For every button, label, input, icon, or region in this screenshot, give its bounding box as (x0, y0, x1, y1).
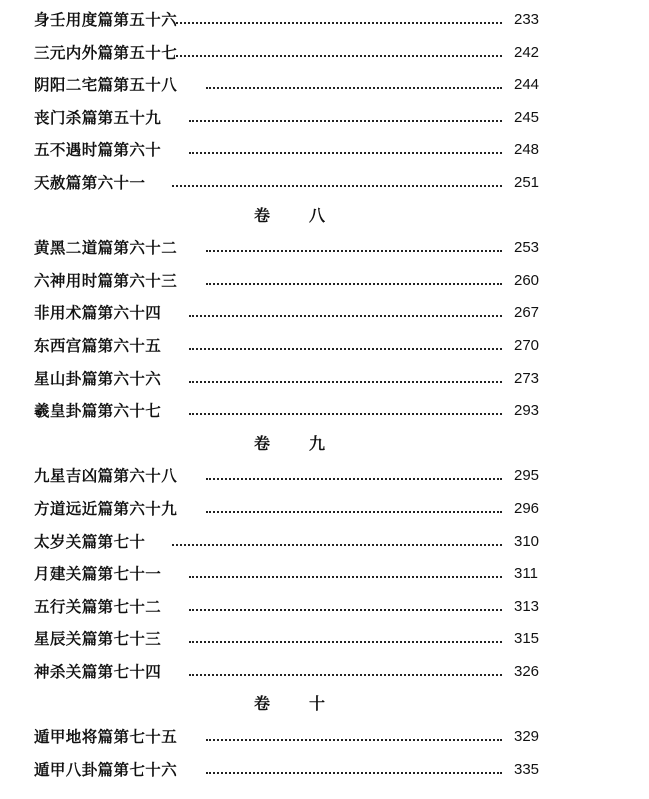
table-of-contents (0, 6, 649, 788)
toc-entry[interactable] (0, 104, 649, 137)
volume-heading-number: 十 (309, 694, 326, 714)
toc-entry[interactable] (0, 723, 649, 756)
toc-entry[interactable] (0, 169, 649, 202)
toc-entry[interactable] (0, 234, 649, 267)
toc-entry-page: 233 (514, 11, 540, 28)
toc-entry-page: 242 (514, 43, 540, 61)
toc-entry-page: 293 (514, 402, 540, 420)
toc-entry-page: 335 (514, 760, 540, 778)
toc-entry-page: 315 (514, 630, 540, 648)
volume-heading (0, 690, 649, 723)
dot-leader (172, 182, 502, 187)
toc-entry[interactable] (0, 560, 649, 593)
dot-leader (172, 541, 502, 546)
toc-entry-title: 神杀关篇第七十四 (34, 661, 162, 681)
toc-entry-page: 295 (514, 467, 540, 485)
dot-leader (189, 378, 502, 383)
dot-leader (189, 606, 502, 611)
toc-entry-title: 五不遇时篇第六十 (34, 140, 162, 160)
toc-entry[interactable] (0, 39, 649, 72)
toc-entry-page: 310 (514, 532, 540, 550)
dot-leader (189, 671, 502, 676)
dot-leader (206, 508, 502, 513)
toc-entry-page: 248 (514, 141, 540, 159)
toc-entry-page: 267 (514, 304, 540, 322)
dot-leader (189, 410, 502, 415)
dot-leader (189, 117, 502, 122)
toc-entry[interactable] (0, 136, 649, 169)
dot-leader (176, 19, 502, 24)
toc-entry-title: 星辰关篇第七十三 (34, 629, 162, 649)
toc-entry-title: 身壬用度篇第五十六 (34, 10, 178, 29)
toc-entry-title: 黄黑二道篇第六十二 (34, 238, 178, 258)
toc-entry[interactable] (0, 299, 649, 332)
toc-entry-title: 六神用时篇第六十三 (34, 270, 178, 290)
volume-heading-prefix: 卷 (254, 433, 271, 453)
toc-entry[interactable] (0, 267, 649, 300)
toc-entry-title: 月建关篇第七十一 (34, 564, 162, 584)
toc-entry[interactable] (0, 462, 649, 495)
dot-leader (206, 280, 502, 285)
dot-leader (176, 52, 502, 57)
toc-entry-page: 273 (514, 369, 540, 387)
volume-heading-number: 八 (309, 205, 326, 225)
toc-entry-title: 非用术篇第六十四 (34, 303, 162, 323)
toc-entry-page: 329 (514, 728, 540, 746)
dot-leader (206, 475, 502, 480)
toc-entry[interactable] (0, 6, 649, 39)
toc-entry[interactable] (0, 658, 649, 691)
toc-entry-page: 253 (514, 239, 540, 257)
toc-entry-page: 313 (514, 597, 540, 615)
toc-entry[interactable] (0, 625, 649, 658)
toc-entry-title: 方道远近篇第六十九 (34, 498, 178, 518)
dot-leader (206, 84, 502, 89)
toc-entry-page: 326 (514, 662, 540, 680)
dot-leader (206, 247, 502, 252)
toc-entry-title: 星山卦篇第六十六 (34, 368, 162, 388)
toc-entry-page: 245 (514, 108, 540, 126)
toc-entry-page: 251 (514, 173, 540, 191)
toc-entry-page: 244 (514, 76, 540, 94)
toc-entry[interactable] (0, 397, 649, 430)
dot-leader (189, 573, 502, 578)
dot-leader (189, 638, 502, 643)
toc-entry[interactable] (0, 71, 649, 104)
toc-entry-title: 遁甲地将篇第七十五 (34, 727, 178, 747)
toc-entry[interactable] (0, 593, 649, 626)
volume-heading (0, 430, 649, 463)
toc-entry-title: 太岁关篇第七十 (34, 531, 146, 551)
volume-heading-number: 九 (309, 433, 326, 453)
toc-entry-title: 阴阳二宅篇第五十八 (34, 75, 178, 95)
volume-heading-prefix: 卷 (254, 694, 271, 714)
toc-entry-title: 五行关篇第七十二 (34, 596, 162, 616)
toc-entry[interactable] (0, 528, 649, 561)
toc-entry[interactable] (0, 332, 649, 365)
toc-entry-title: 羲皇卦篇第六十七 (34, 401, 162, 421)
toc-entry[interactable] (0, 756, 649, 789)
dot-leader (189, 312, 502, 317)
volume-heading-prefix: 卷 (254, 205, 271, 225)
toc-entry-title: 九星吉凶篇第六十八 (34, 466, 178, 486)
toc-entry-title: 天赦篇第六十一 (34, 172, 146, 192)
toc-entry-title: 三元内外篇第五十七 (34, 42, 178, 62)
toc-entry-page: 260 (514, 271, 540, 289)
dot-leader (206, 736, 502, 741)
dot-leader (189, 149, 502, 154)
toc-entry-page: 311 (514, 565, 538, 583)
toc-entry-page: 270 (514, 336, 540, 354)
toc-entry-title: 丧门杀篇第五十九 (34, 107, 162, 127)
dot-leader (189, 345, 502, 350)
toc-entry[interactable] (0, 365, 649, 398)
toc-entry-page: 296 (514, 499, 540, 517)
toc-entry-title: 遁甲八卦篇第七十六 (34, 759, 178, 779)
toc-entry[interactable] (0, 495, 649, 528)
dot-leader (206, 769, 502, 774)
toc-entry-title: 东西宫篇第六十五 (34, 335, 162, 355)
volume-heading (0, 202, 649, 235)
